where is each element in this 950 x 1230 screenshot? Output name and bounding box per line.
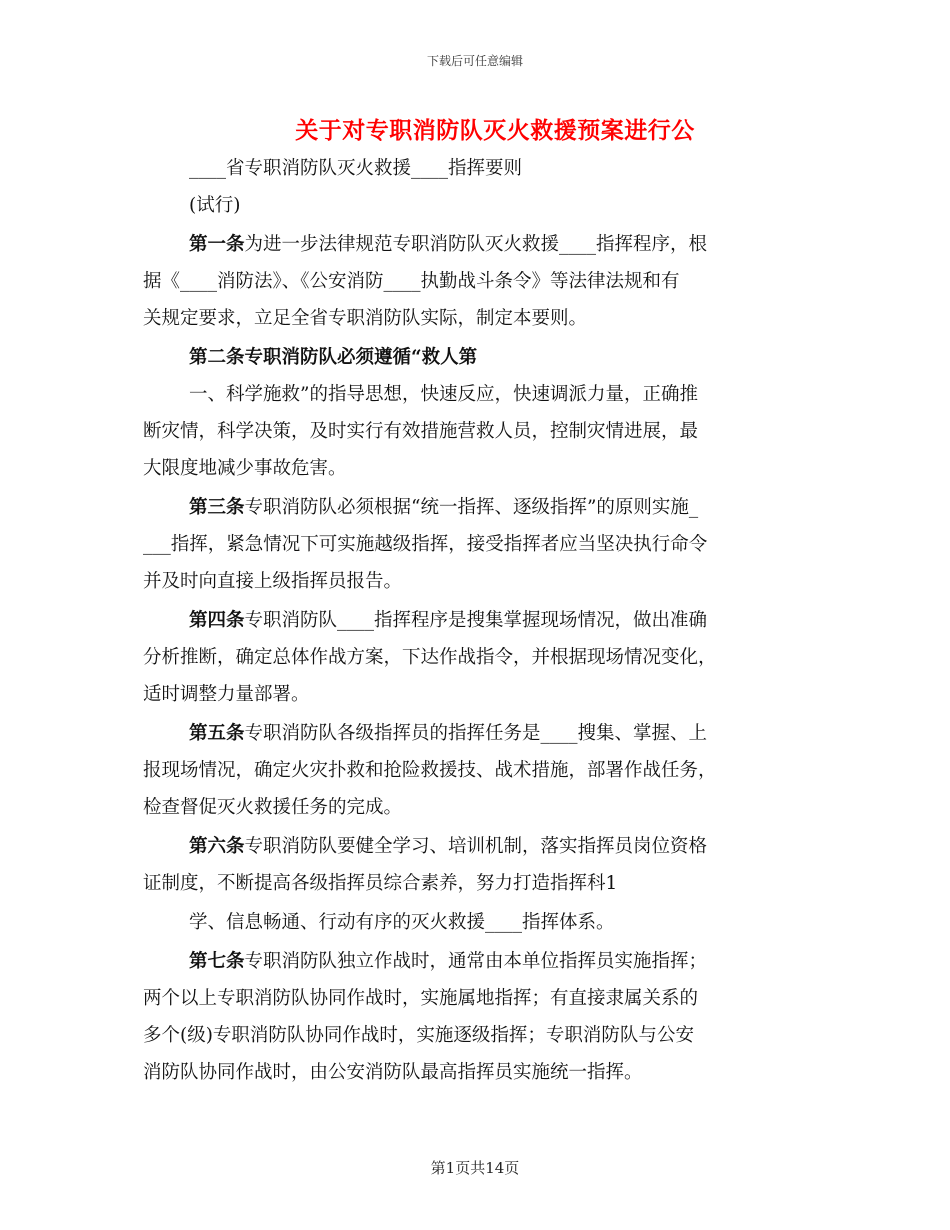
text-line	[143, 980, 698, 1017]
text-run: 一、科学施救”的指导思想，快速反应，快速调派力量，正确推	[189, 384, 698, 405]
text-line	[143, 1017, 694, 1054]
text-line	[143, 715, 707, 752]
text-line	[143, 563, 402, 600]
text-run: 专职消防队____指挥程序是搜集掌握现场情况，做出准确	[244, 610, 708, 631]
document-title: 关于对专职消防队灭火救援预案进行公	[295, 117, 695, 144]
text-run: 为进一步法律规范专职消防队灭火救援____指挥程序，根	[244, 234, 708, 255]
article-heading: 第一条	[189, 234, 245, 255]
article-heading: 第二条专职消防队必须遵循“救人第	[189, 347, 478, 368]
text-run: 消防队协同作战时，由公安消防队最高指挥员实施统一指挥。	[143, 1062, 643, 1083]
text-run: 检查督促灭火救援任务的完成。	[143, 797, 403, 818]
text-run: 两个以上专职消防队协同作战时，实施属地指挥；有直接隶属关系的	[143, 988, 699, 1009]
text-run: ____省专职消防队灭火救援____指挥要则	[189, 158, 523, 179]
text-run: 证制度，不断提高各级指挥员综合素养，努力打造指挥科1	[143, 873, 618, 894]
text-line	[143, 263, 680, 300]
text-line	[143, 413, 698, 450]
text-run: 据《____消防法》、《公安消防____执勤战斗条令》等法律法规和有	[143, 271, 680, 292]
text-run: 专职消防队独立作战时，通常由本单位指挥员实施指挥；	[244, 951, 708, 972]
text-line	[143, 150, 522, 187]
text-line	[143, 602, 707, 639]
text-run: 分析推断，确定总体作战方案，下达作战指令，并根据现场情况变化，	[143, 647, 717, 668]
text-run: 断灾情，科学决策，及时实行有效措施营救人员，控制灾情进展，最	[143, 421, 699, 442]
text-run: 专职消防队各级指挥员的指挥任务是____搜集、掌握、上	[244, 723, 708, 744]
header-note: 下载后可任意编辑	[426, 54, 523, 68]
text-line	[143, 789, 402, 826]
text-line	[143, 300, 587, 337]
text-line	[143, 752, 717, 789]
text-line	[143, 865, 617, 902]
text-line	[143, 904, 615, 941]
page-footer: 第1页共14页	[430, 1159, 520, 1177]
text-line	[143, 450, 347, 487]
text-line	[143, 226, 707, 263]
text-line	[143, 526, 707, 563]
text-line	[143, 339, 477, 376]
text-run: 适时调整力量部署。	[143, 684, 310, 705]
article-heading: 第六条	[189, 836, 245, 857]
text-run: 多个(级)专职消防队协同作战时，实施逐级指挥；专职消防队与公安	[143, 1025, 694, 1046]
text-line	[143, 943, 707, 980]
text-line	[143, 1054, 643, 1091]
text-run: 专职消防队必须根据“统一指挥、逐级指挥”的原则实施_	[244, 497, 699, 518]
text-line	[143, 828, 707, 865]
text-run: (试行)	[189, 195, 241, 216]
article-heading: 第三条	[189, 497, 245, 518]
text-run: 关规定要求，立足全省专职消防队实际，制定本要则。	[143, 308, 588, 329]
text-run: 大限度地减少事故危害。	[143, 458, 347, 479]
text-line	[143, 676, 310, 713]
text-line	[143, 489, 698, 526]
article-heading: 第七条	[189, 951, 245, 972]
text-run: 报现场情况，确定火灾扑救和抢险救援技、战术措施，部署作战任务，	[143, 760, 717, 781]
text-run: 专职消防队要健全学习、培训机制，落实指挥员岗位资格	[244, 836, 708, 857]
text-line	[143, 187, 240, 224]
text-run: 并及时向直接上级指挥员报告。	[143, 571, 403, 592]
text-run: ___指挥，紧急情况下可实施越级指挥，接受指挥者应当坚决执行命令	[143, 534, 708, 555]
article-heading: 第五条	[189, 723, 245, 744]
text-run: 学、信息畅通、行动有序的灭火救援____指挥体系。	[189, 912, 615, 933]
text-line	[143, 639, 717, 676]
article-heading: 第四条	[189, 610, 245, 631]
text-line	[143, 376, 698, 413]
